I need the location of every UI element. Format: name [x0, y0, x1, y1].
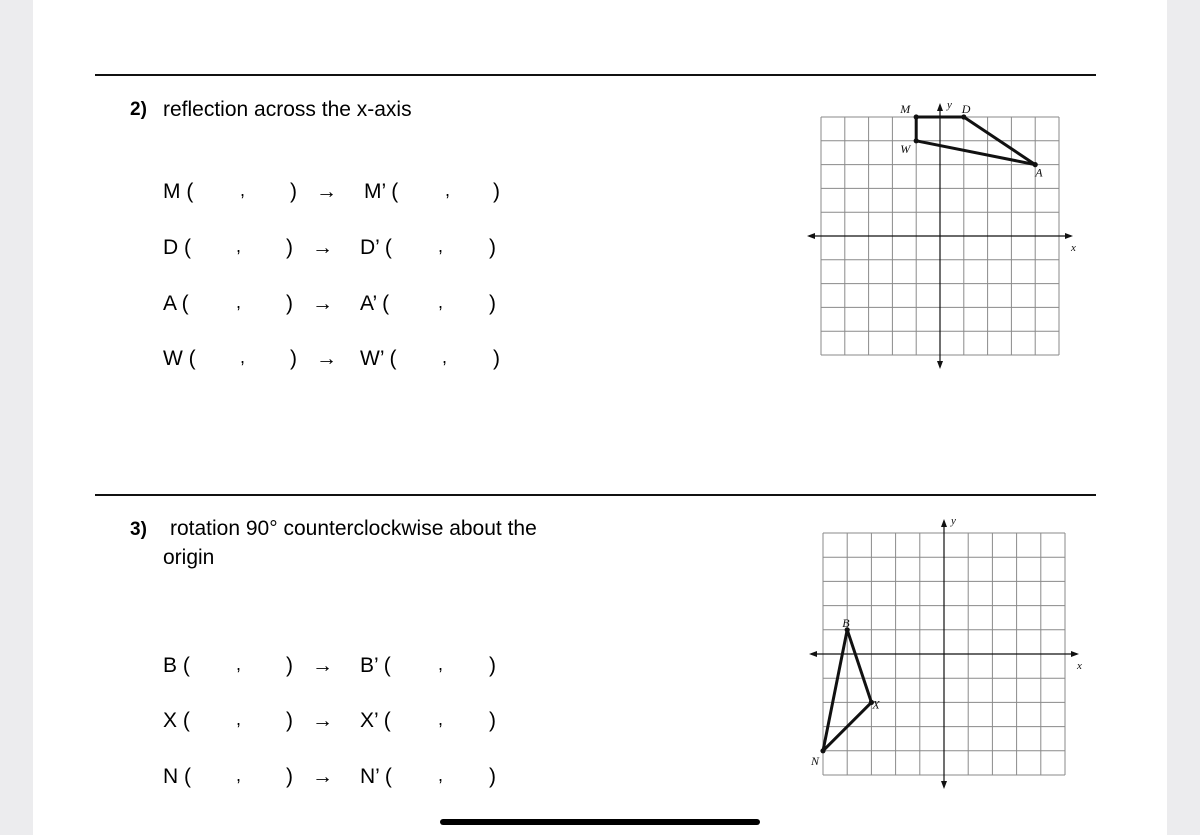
close-paren: ): [286, 292, 293, 315]
comma: ,: [438, 709, 444, 729]
close-paren: ): [286, 654, 293, 677]
original-point-label: N (: [163, 765, 191, 788]
close-paren: ): [286, 765, 293, 788]
close-paren: ): [489, 292, 496, 315]
problem-prompt: reflection across the x-axis: [163, 98, 412, 121]
y-axis-up-arrow-icon: [941, 519, 947, 527]
comma: ,: [438, 654, 444, 674]
y-axis-down-arrow-icon: [941, 781, 947, 789]
y-axis-up-arrow-icon: [937, 103, 943, 111]
vertex-label-w: W: [900, 141, 911, 156]
comma: ,: [236, 765, 242, 785]
comma: ,: [445, 180, 451, 200]
close-paren: ): [286, 236, 293, 259]
vertex-point-w: [914, 138, 919, 143]
close-paren: ): [493, 347, 500, 370]
coordinate-grid: [793, 95, 1093, 380]
comma: ,: [438, 765, 444, 785]
problem-prompt-continued: origin: [163, 546, 215, 569]
image-point-label: N’ (: [360, 765, 392, 788]
original-point-label: M (: [163, 180, 194, 203]
vertex-label-x: X: [872, 697, 880, 712]
comma: ,: [236, 709, 242, 729]
vertex-point-n: [820, 748, 825, 753]
x-axis-label: x: [1071, 242, 1076, 254]
close-paren: ): [489, 236, 496, 259]
x-axis-label: x: [1077, 660, 1082, 672]
close-paren: ): [290, 180, 297, 203]
arrow-icon: →: [312, 709, 333, 732]
vertex-label-m: M: [900, 102, 911, 116]
x-axis-right-arrow-icon: [1071, 651, 1079, 657]
close-paren: ): [489, 709, 496, 732]
original-point-label: W (: [163, 347, 196, 370]
y-axis-down-arrow-icon: [937, 361, 943, 369]
close-paren: ): [290, 347, 297, 370]
vertex-point-m: [914, 114, 919, 119]
arrow-icon: →: [312, 654, 333, 677]
close-paren: ): [493, 180, 500, 203]
comma: ,: [442, 347, 448, 367]
vertex-label-b: B: [842, 615, 850, 630]
section-divider: [95, 494, 1096, 496]
y-axis-label: y: [947, 99, 952, 111]
original-point-label: D (: [163, 236, 191, 259]
y-axis-label: y: [951, 515, 956, 527]
x-axis-left-arrow-icon: [807, 233, 815, 239]
arrow-icon: →: [312, 292, 333, 315]
comma: ,: [236, 654, 242, 674]
original-point-label: B (: [163, 654, 190, 677]
arrow-icon: →: [312, 765, 333, 788]
comma: ,: [438, 236, 444, 256]
coordinate-grid: [793, 510, 1093, 795]
original-point-label: A (: [163, 292, 189, 315]
image-point-label: X’ (: [360, 709, 391, 732]
close-paren: ): [489, 765, 496, 788]
close-paren: ): [286, 709, 293, 732]
home-indicator: [440, 819, 760, 825]
comma: ,: [240, 180, 246, 200]
arrow-icon: →: [316, 180, 337, 203]
original-point-label: X (: [163, 709, 190, 732]
image-point-label: B’ (: [360, 654, 391, 677]
arrow-icon: →: [316, 347, 337, 370]
section-divider: [95, 74, 1096, 76]
comma: ,: [240, 347, 246, 367]
arrow-icon: →: [312, 236, 333, 259]
comma: ,: [236, 236, 242, 256]
image-point-label: W’ (: [360, 347, 397, 370]
x-axis-right-arrow-icon: [1065, 233, 1073, 239]
x-axis-left-arrow-icon: [809, 651, 817, 657]
problem-number: 3): [130, 519, 147, 540]
vertex-label-d: D: [961, 102, 971, 116]
worksheet-page: [33, 0, 1167, 835]
problem-number: 2): [130, 99, 147, 120]
close-paren: ): [489, 654, 496, 677]
comma: ,: [438, 292, 444, 312]
vertex-label-a: A: [1035, 165, 1043, 180]
image-point-label: M’ (: [364, 180, 399, 203]
image-point-label: D’ (: [360, 236, 392, 259]
problem-prompt: rotation 90° counterclockwise about the: [170, 517, 537, 540]
comma: ,: [236, 292, 242, 312]
vertex-label-n: N: [811, 753, 820, 768]
image-point-label: A’ (: [360, 292, 390, 315]
